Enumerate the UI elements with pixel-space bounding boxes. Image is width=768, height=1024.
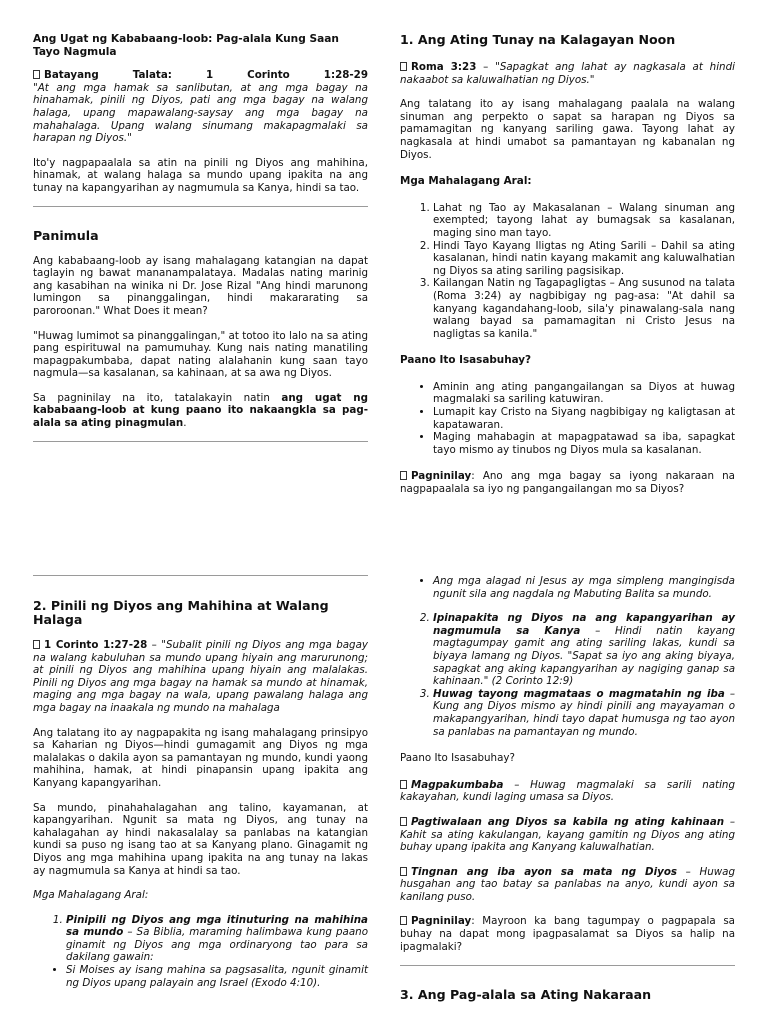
page1-left-column [33,0,368,512]
reflection-prompt: Pagninilay: Ano ang mga bagay sa iyong nakaraan na nagpapaalala sa iyo ng pangangailangan mo sa Diyos? [400,470,735,496]
page1-right-column [400,0,735,512]
list-item: • Si Moises ay isang mahina sa pagsasalita, ngunit ginamit ng Diyos upang palayain ang Israel (Exodo 4:10). [66,964,368,989]
list-item: 1. Pinipili ng Diyos ang mga itinuturing na mahihina sa mundo – Sa Biblia, maraming halimbawa kung paano ginamit ng Diyos ang mga ordinaryong tao para sa dakilang gawain: [66,914,368,964]
aral-list-continued [433,612,735,738]
page2-right-column [400,512,735,1024]
key-verse-text: "At ang mga hamak sa sanlibutan, at ang mga bagay na hinahamak, pinili ng Diyos, pati ang mga bagay na walang halaga, upang mapawalang-saysay ang mga bagay na mahahalaga. Upang walang sinumang makapagmalaki sa harapan ng Diyos." [33,81,368,145]
apply-heading: Paano Ito Isasabuhay? [400,354,532,367]
aral-sub-list-continued [433,575,735,600]
missing-glyph-icon [33,640,40,649]
section-2-body-2: Sa mundo, pinahahalagahan ang talino, kayamanan, at kapangyarihan. Ngunit sa mata ng Diyos, ang tunay na kahalagahan ay hindi nakasalalay sa panlabas na katangian kundi sa puso ng isang tao at sa Kanyang plano. Ginagamit ng Diyos ang mga mahihina upang ipakita na ang tunay na lakas ay nagmumula sa Kanya at hindi sa tao. [33,801,368,877]
apply-item: Pagtiwalaan ang Diyos sa kabila ng ating kahinaan – Kahit sa ating kakulangan, kayang gamitin ng Diyos ang ating buhay upang ipakita ang Kanyang kaluwalhatian. [400,815,735,854]
document-title: Ang Ugat ng Kababaang-loob: Pag-alala Kung Saan Tayo Nagmula [33,33,339,58]
section-2-body-1: Ang talatang ito ay nagpapakita ng isang mahalagang prinsipyo sa Kaharian ng Diyos—hindi gumagamit ang Diyos ng mga malalakas o dakila ayon sa pamantayan ng mundo, kundi yaong mahihina, hamak, at hindi pinapansin upang ipakita ang Kanyang kapangyarihan. [33,726,368,789]
panimula-heading: Panimula [33,227,99,243]
key-verse-reference: Batayang Talata: 1 Corinto 1:28-29 [33,69,368,82]
list-item: • Aminin ang ating pangangailangan sa Diyos at huwag magmalaki sa sariling katuwiran. [433,381,735,406]
list-item: 1. Lahat ng Tao ay Makasalanan – Walang sinuman ang exempted; tayong lahat ay bumagsak sa kasalanan, maging sino man tayo. [433,202,735,240]
panimula-paragraph-3: Sa pagninilay na ito, tatalakayin natin ang ugat ng kababaang-loob at kung paano ito nakaangkla sa pag-alala sa ating pinagmulan. [33,391,368,430]
section-2-heading: 2. Pinili ng Diyos ang Mahihina at Walang Halaga [33,598,329,627]
list-item: 3. Huwag tayong magmataas o magmatahin ng iba – Kung ang Diyos mismo ay hindi pinili ang mayayaman o makapangyarihan, hindi tayo dapat humusga ng tao ayon sa panlabas na pamantayan ng mundo. [433,688,735,738]
aral-heading: Mga Mahalagang Aral: [33,889,149,902]
panimula-paragraph-1: Ang kababaang-loob ay isang mahalagang katangian na dapat taglayin ng bawat mananampalataya. Madalas nating marinig ang kasabihan na winika ni Dr. Jose Rizal "Ang hindi marunong lumingon sa pinanggalingan, hindi makararating sa paroroonan." What Does it mean? [33,254,368,317]
section-3-heading-cut: 3. Ang Pag-alala sa Ating Nakaraan [400,987,652,1003]
list-item: • Lumapit kay Cristo na Siyang nagbibigay ng kaligtasan at kapatawaran. [433,406,735,431]
corinto-verse: 1 Corinto 1:27-28 – "Subalit pinili ng Diyos ang mga bagay na walang kabuluhan sa mundo upang hiyain ang marurunong; at pinili ng Diyos ang mahihina upang hiyain ang malalakas. Pinili ng Diyos ang mga bagay na hamak sa mundo at hinamak, maging ang mga bagay na wala, upang pawalang halaga ang mga bagay na inaakala ng mundo na mahalaga [33,639,368,714]
section-divider [33,206,368,207]
intro-paragraph: Ito'y nagpapaalala sa atin na pinili ng Diyos ang mahihina, hinamak, at walang halaga sa mundo upang ipakita na ang tunay na kapangyarihan ay nagmumula sa Kanya, hindi sa tao. [33,156,368,194]
section-divider [33,441,368,442]
aral-list [66,914,368,964]
list-item: 2. Hindi Tayo Kayang Iligtas ng Ating Sarili – Dahil sa ating kasalanan, hindi natin kayang makamit ang kaluwalhatian ng Diyos sa ating sariling pagsisikap. [433,240,735,278]
list-item: 2. Ipinapakita ng Diyos na ang kapangyarihan ay nagmumula sa Kanya – Hindi natin kayang magtagumpay gamit ang ating sariling lakas, kundi sa biyaya lamang ng Diyos. "Sapat sa iyo ang aking biyaya, sapagkat ang aking kapangyarihan ay nagiging ganap sa kahinaan." (2 Corinto 12:9) [433,612,735,688]
aral-list [433,202,735,341]
section-1-body: Ang talatang ito ay isang mahalagang paalala na walang sinuman ang perpekto o sapat sa harapan ng Diyos sa pamamagitan ng kanyang sariling gawa. Tayong lahat ay nagkasala at hindi umabot sa pamantayan ng kabanalan ng Diyos. [400,98,735,161]
section-1-heading: 1. Ang Ating Tunay na Kalagayan Noon [400,32,676,47]
apply-item: Tingnan ang iba ayon sa mata ng Diyos – Huwag husgahan ang tao batay sa panlabas na anyo, kundi ayon sa kanilang puso. [400,865,735,903]
panimula-paragraph-2: "Huwag lumimot sa pinanggalingan," at totoo ito lalo na sa ating pang espirituwal na pamumuhay. Kung nais nating manatiling mapagpakumbaba, dapat nating alalahanin kung saan tayo nagmula—sa kasalanan, sa kahinaan, at sa awa ng Diyos. [33,329,368,380]
section-divider [400,965,735,966]
apply-heading: Paano Ito Isasabuhay? [400,752,515,765]
list-item: 3. Kailangan Natin ng Tagapagligtas – Ang susunod na talata (Roma 3:24) ay nagbibigay ng pag-asa: "At dahil sa kanyang kagandahang-loob, sila'y pinawalang-sala nang walang bayad sa pamamagitan ni Cristo Jesus na nagligtas sa kanila." [433,277,735,340]
missing-glyph-icon [400,62,407,71]
missing-glyph-icon [400,780,407,789]
page-2 [0,512,768,1024]
missing-glyph-icon [400,817,407,826]
list-item: • Ang mga alagad ni Jesus ay mga simpleng mangingisda ngunit sila ang nagdala ng Mabuting Balita sa mundo. [433,575,735,600]
missing-glyph-icon [400,867,407,876]
missing-glyph-icon [400,471,407,480]
missing-glyph-icon [33,70,40,79]
roma-verse: Roma 3:23 – "Sapagkat ang lahat ay nagkasala at hindi nakaabot sa kaluwalhatian ng Diyos." [400,61,735,86]
missing-glyph-icon [400,916,407,925]
apply-list [433,381,735,457]
reflection-prompt: Pagninilay: Mayroon ka bang tagumpay o pagpapala sa buhay na dapat mong ipagpasalamat sa Diyos sa halip na ipagmalaki? [400,915,735,953]
section-divider [33,575,368,576]
apply-item: Magpakumbaba – Huwag magmalaki sa sarili nating kakayahan, kundi laging umasa sa Diyos. [400,778,735,804]
page2-left-column [33,512,368,1024]
list-item: • Maging mahabagin at mapagpatawad sa iba, sapagkat tayo mismo ay tinubos ng Diyos mula sa kasalanan. [433,431,735,456]
aral-sub-list [66,964,368,989]
aral-heading: Mga Mahalagang Aral: [400,175,532,188]
